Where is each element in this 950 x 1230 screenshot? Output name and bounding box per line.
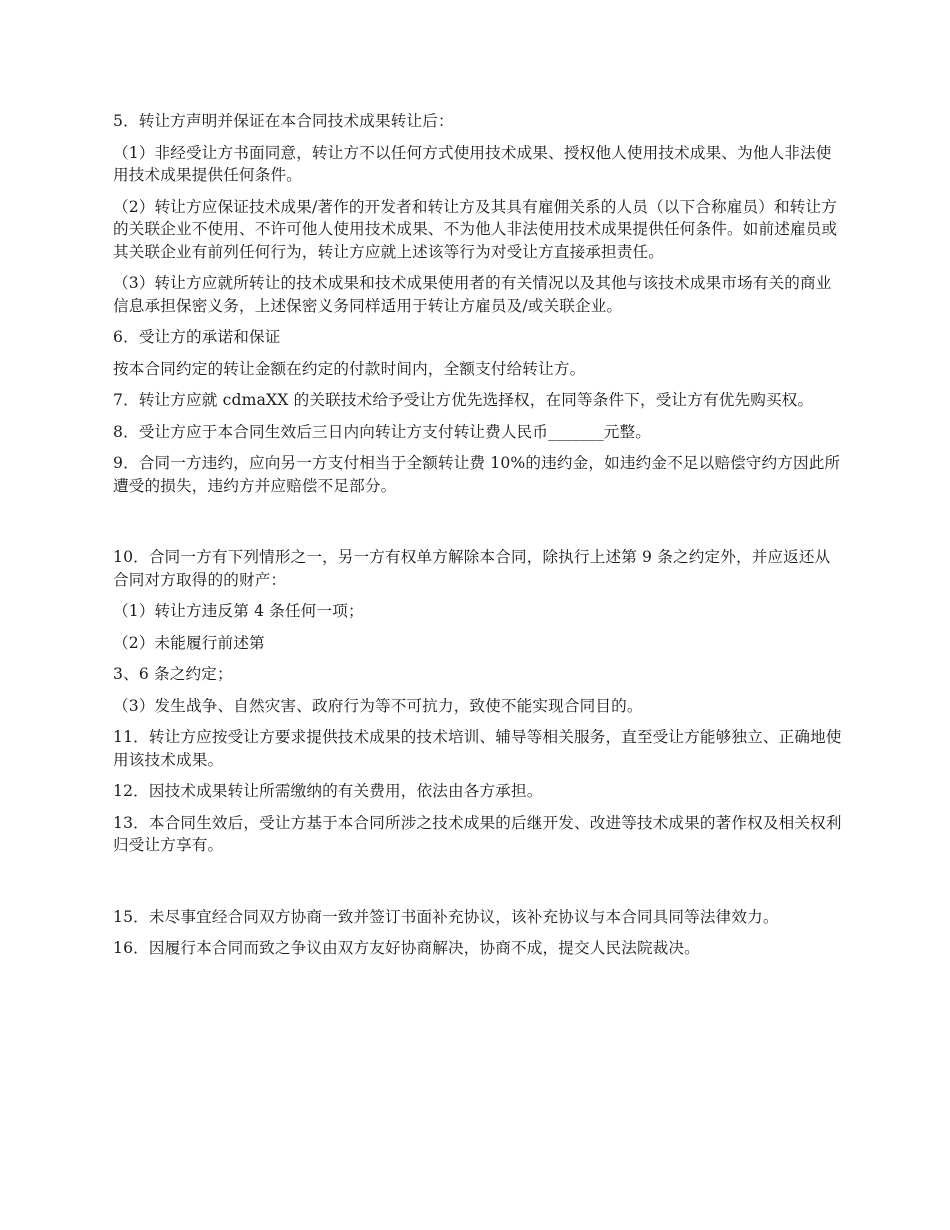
clause-5-item-3: （3）转让方应就所转让的技术成果和技术成果使用者的有关情况以及其他与该技术成果市场有关的商业信息承担保密义务，上述保密义务同样适用于转让方雇员及/或关联企业。 [113, 274, 832, 315]
clause-9: 9．合同一方违约，应向另一方支付相当于全额转让费 10%的违约金，如违约金不足以赔偿守约方因此所遭受的损失，违约方并应赔偿不足部分。 [113, 454, 841, 495]
clause-6: 6．受让方的承诺和保证 [113, 328, 281, 346]
clause-10: 10．合同一方有下列情形之一，另一方有权单方解除本合同，除执行上述第 9 条之约定外，并应返还从合同对方取得的的财产： [113, 548, 831, 589]
clause-13: 13．本合同生效后，受让方基于本合同所涉之技术成果的后继开发、改进等技术成果的著作权及相关权利归受让方享有。 [113, 813, 842, 854]
clause-7: 7．转让方应就 cdmaXX 的关联技术给予受让方优先选择权，在同等条件下，受让方有优先购买权。 [113, 391, 814, 409]
clause-15: 15．未尽事宜经合同双方协商一致并签订书面补充协议，该补充协议与本合同具同等法律效力。 [113, 907, 779, 926]
clause-10-item-2: （2）未能履行前述第 [113, 633, 265, 652]
clause-16: 16．因履行本合同而致之争议由双方友好协商解决，协商不成，提交人民法院裁决。 [113, 939, 700, 957]
clause-11: 11．转让方应按受让方要求提供技术成果的技术培训、辅导等相关服务，直至受让方能够独立、正确地使用该技术成果。 [113, 728, 842, 769]
clause-10-item-2-cont: 3、6 条之约定； [113, 665, 233, 683]
clause-5-item-2: （2）转让方应保证技术成果/著作的开发者和转让方及其具有雇佣关系的人员（以下合称雇员）和转让方的关联企业不使用、不许可他人使用技术成果、不为他人非法使用技术成果提供任何条件。如前述雇员或其关联企业有前列任何行为，转让方应就上述该等行为对受让方直接承担责任。 [113, 197, 838, 261]
section-gap [113, 506, 843, 546]
clause-10-item-3: （3）发生战争、自然灾害、政府行为等不可抗力，致使不能实现合同目的。 [113, 696, 643, 715]
clause-10-item-1: （1）转让方违反第 4 条任何一项； [113, 602, 364, 620]
clause-8: 8．受让方应于本合同生效后三日内向转让方支付转让费人民币_______元整。 [113, 422, 652, 441]
clause-12: 12．因技术成果转让所需缴纳的有关费用，依法由各方承担。 [113, 782, 543, 800]
clause-6-body: 按本合同约定的转让金额在约定的付款时间内，全额支付给转让方。 [113, 359, 586, 378]
clause-5-item-1: （1）非经受让方书面同意，转让方不以任何方式使用技术成果、授权他人使用技术成果、为他人非法使用技术成果提供任何条件。 [113, 143, 832, 184]
section-gap [113, 866, 843, 906]
document-body [113, 110, 843, 969]
clause-5: 5．转让方声明并保证在本合同技术成果转让后： [113, 112, 454, 130]
